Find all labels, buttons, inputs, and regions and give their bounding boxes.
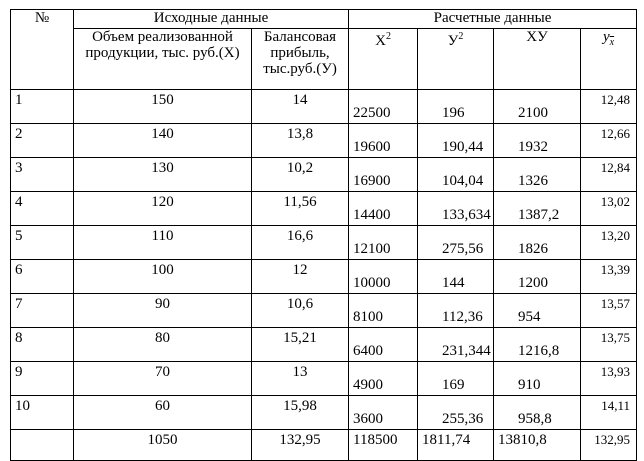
cell-y: 14 <box>252 90 349 124</box>
row-number: 6 <box>11 260 74 294</box>
header-yx-sub: x <box>609 37 615 48</box>
cell-x: 60 <box>74 396 252 430</box>
cell-y: 12 <box>252 260 349 294</box>
table-row <box>11 226 637 260</box>
row-number: 2 <box>11 124 74 158</box>
cell-x: 80 <box>74 328 252 362</box>
cell-x2: 16900 <box>349 158 418 192</box>
header-calc-label: Расчетные данные <box>433 10 552 26</box>
cell-x2: 4900 <box>349 362 418 396</box>
header-calc <box>349 10 637 29</box>
cell-x: 100 <box>74 260 252 294</box>
row-number: 3 <box>11 158 74 192</box>
cell-xy: 1932 <box>494 124 581 158</box>
cell-yx: 13,20 <box>581 226 637 260</box>
cell-yx: 14,11 <box>581 396 637 430</box>
cell-xy: 1200 <box>494 260 581 294</box>
header-num-label: № <box>34 10 50 26</box>
total-x2: 118500 <box>349 430 418 461</box>
header-y <box>252 29 349 90</box>
cell-yx: 13,57 <box>581 294 637 328</box>
table-row <box>11 328 637 362</box>
table-row <box>11 90 637 124</box>
header-x-label: Объем реализованной продукции, тыс. руб.(Х) <box>85 29 240 61</box>
table-row <box>11 192 637 226</box>
cell-y2: 104,04 <box>418 158 494 192</box>
header-x <box>74 29 252 90</box>
row-number: 8 <box>11 328 74 362</box>
cell-x: 130 <box>74 158 252 192</box>
header-source <box>74 10 349 29</box>
cell-xy: 2100 <box>494 90 581 124</box>
cell-yx: 13,93 <box>581 362 637 396</box>
cell-y2: 144 <box>418 260 494 294</box>
row-number: 10 <box>11 396 74 430</box>
cell-yx: 13,39 <box>581 260 637 294</box>
header-x2-base: Х <box>375 33 386 49</box>
cell-y: 11,56 <box>252 192 349 226</box>
cell-y2: 196 <box>418 90 494 124</box>
header-xy <box>494 29 581 90</box>
cell-y: 10,6 <box>252 294 349 328</box>
cell-xy: 1216,8 <box>494 328 581 362</box>
cell-y2: 169 <box>418 362 494 396</box>
row-number: 7 <box>11 294 74 328</box>
table-row <box>11 158 637 192</box>
cell-y: 16,6 <box>252 226 349 260</box>
row-number: 5 <box>11 226 74 260</box>
row-number: 9 <box>11 362 74 396</box>
total-y2: 1811,74 <box>418 430 494 461</box>
table-row <box>11 362 637 396</box>
cell-x: 140 <box>74 124 252 158</box>
cell-x: 70 <box>74 362 252 396</box>
header-x2 <box>349 29 418 90</box>
total-y: 132,95 <box>252 430 349 461</box>
cell-yx: 13,75 <box>581 328 637 362</box>
table-row <box>11 294 637 328</box>
total-x: 1050 <box>74 430 252 461</box>
cell-x: 90 <box>74 294 252 328</box>
cell-yx: 13,02 <box>581 192 637 226</box>
cell-xy: 958,8 <box>494 396 581 430</box>
cell-x2: 10000 <box>349 260 418 294</box>
cell-x2: 12100 <box>349 226 418 260</box>
cell-y2: 112,36 <box>418 294 494 328</box>
data-table <box>10 9 637 461</box>
table-row <box>11 124 637 158</box>
cell-y: 10,2 <box>252 158 349 192</box>
cell-y2: 255,36 <box>418 396 494 430</box>
cell-yx: 12,84 <box>581 158 637 192</box>
cell-xy: 1326 <box>494 158 581 192</box>
table-row <box>11 396 637 430</box>
table-row <box>11 260 637 294</box>
header-y2-base: У <box>447 33 459 49</box>
cell-xy: 910 <box>494 362 581 396</box>
header-y-label: Балансовая прибыль, тыс.руб.(У) <box>263 29 337 77</box>
cell-xy: 1387,2 <box>494 192 581 226</box>
total-row <box>11 430 637 461</box>
cell-x2: 3600 <box>349 396 418 430</box>
cell-xy: 954 <box>494 294 581 328</box>
cell-y: 15,98 <box>252 396 349 430</box>
row-number: 1 <box>11 90 74 124</box>
cell-y2: 231,344 <box>418 328 494 362</box>
cell-x2: 19600 <box>349 124 418 158</box>
cell-x: 120 <box>74 192 252 226</box>
header-xy-label: ХУ <box>526 29 548 45</box>
header-yx <box>581 29 637 90</box>
cell-y2: 275,56 <box>418 226 494 260</box>
header-x2-sup: 2 <box>385 31 391 42</box>
row-number: 4 <box>11 192 74 226</box>
header-row-top <box>11 10 637 29</box>
cell-x2: 6400 <box>349 328 418 362</box>
cell-yx: 12,48 <box>581 90 637 124</box>
header-num <box>11 10 74 90</box>
cell-y: 15,21 <box>252 328 349 362</box>
cell-x2: 22500 <box>349 90 418 124</box>
cell-y: 13,8 <box>252 124 349 158</box>
header-y2 <box>418 29 494 90</box>
cell-y2: 133,634 <box>418 192 494 226</box>
total-label <box>11 430 74 461</box>
cell-y2: 190,44 <box>418 124 494 158</box>
header-source-label: Исходные данные <box>153 10 269 26</box>
cell-x: 150 <box>74 90 252 124</box>
cell-x: 110 <box>74 226 252 260</box>
cell-x2: 8100 <box>349 294 418 328</box>
total-xy: 13810,8 <box>494 430 581 461</box>
header-y2-sup: 2 <box>458 31 464 42</box>
total-yx: 132,95 <box>581 430 637 461</box>
cell-y: 13 <box>252 362 349 396</box>
header-row-sub <box>11 29 637 90</box>
cell-x2: 14400 <box>349 192 418 226</box>
cell-xy: 1826 <box>494 226 581 260</box>
cell-yx: 12,66 <box>581 124 637 158</box>
header-yx-base: $\overline{y}$ <box>602 29 610 45</box>
